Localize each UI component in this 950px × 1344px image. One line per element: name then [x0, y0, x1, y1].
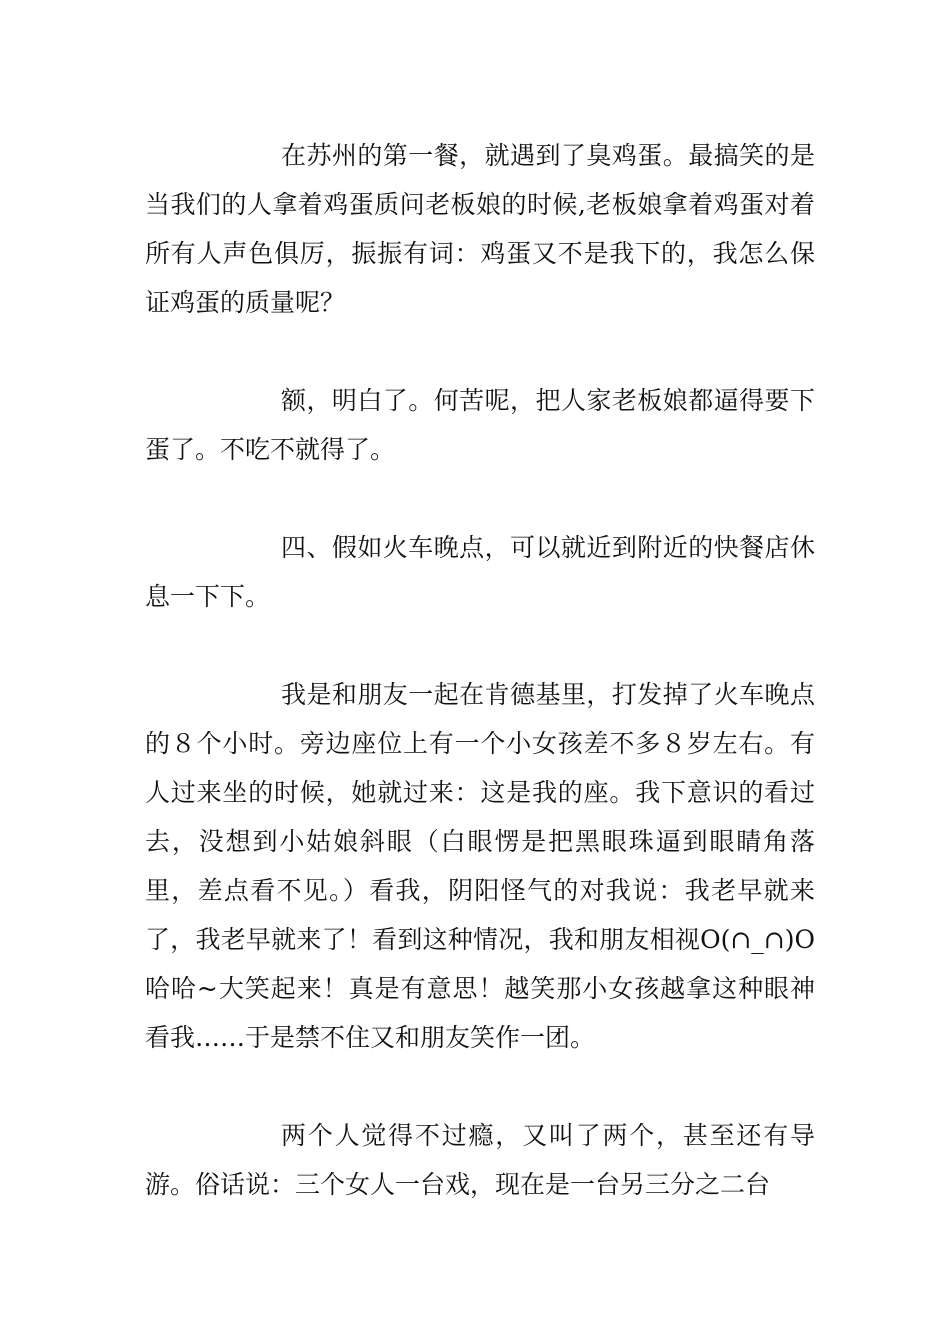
document-body: [145, 131, 815, 1209]
paragraph-2: 额，明白了。何苦呢，把人家老板娘都逼得要下蛋了。不吃不就得了。: [145, 386, 815, 464]
paragraph-gap: [145, 327, 815, 376]
paragraph-4: 我是和朋友一起在肯德基里，打发掉了火车晚点的８个小时。旁边座位上有一个小女孩差不多８岁左右。有人过来坐的时候，她就过来：这是我的座。我下意识的看过去，没想到小姑娘斜眼（白眼愣是把黑眼珠逼到眼睛角落里，差点看不见。）看我，阴阳怪气的对我说：我老早就来了，我老早就来了！看到这种情况，我和朋友相视O(∩_∩)O哈哈~大笑起来！真是有意思！越笑那小女孩越拿这种眼神看我……于是禁不住又和朋友笑作一团。: [145, 680, 815, 1052]
paragraph-gap: [145, 1062, 815, 1111]
paragraph-gap: [145, 474, 815, 523]
paragraph-gap: [145, 621, 815, 670]
paragraph-3: 四、假如火车晚点，可以就近到附近的快餐店休息一下下。: [145, 533, 815, 611]
paragraph-5: 两个人觉得不过瘾，又叫了两个，甚至还有导游。俗话说：三个女人一台戏，现在是一台另三分之二台: [145, 1121, 815, 1199]
paragraph-1: 在苏州的第一餐，就遇到了臭鸡蛋。最搞笑的是当我们的人拿着鸡蛋质问老板娘的时候,老板娘拿着鸡蛋对着所有人声色俱厉，振振有词：鸡蛋又不是我下的，我怎么保证鸡蛋的质量呢？: [145, 141, 815, 317]
